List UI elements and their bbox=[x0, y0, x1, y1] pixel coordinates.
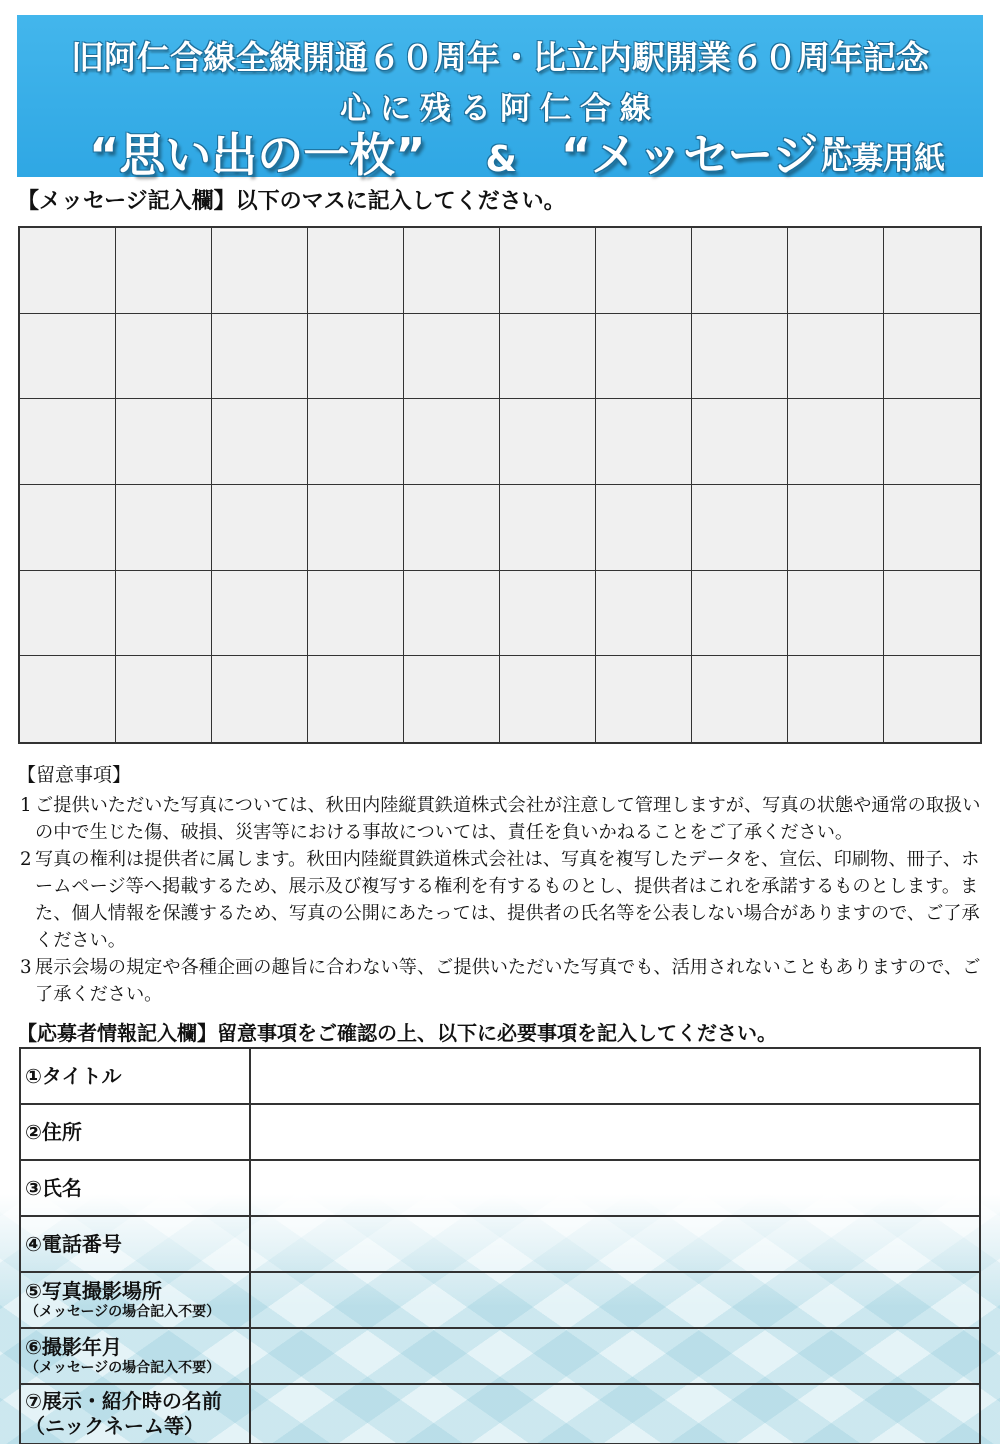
message-grid-cell[interactable] bbox=[404, 656, 500, 742]
message-grid-cell[interactable] bbox=[20, 571, 116, 657]
message-grid-cell[interactable] bbox=[692, 228, 788, 314]
row-label-note: （ニックネーム等） bbox=[25, 1414, 204, 1438]
note-item bbox=[17, 954, 983, 1008]
message-grid-cell[interactable] bbox=[116, 228, 212, 314]
message-grid-cell[interactable] bbox=[116, 314, 212, 400]
message-grid-cell[interactable] bbox=[692, 571, 788, 657]
row-label-note: （メッセージの場合記入不要） bbox=[25, 1304, 221, 1320]
applicant-section-label: 【応募者情報記入欄】留意事項をご確認の上、以下に必要事項を記入してください。 bbox=[17, 1021, 777, 1045]
form-header bbox=[17, 15, 983, 182]
message-grid-cell[interactable] bbox=[692, 399, 788, 485]
message-grid-cell[interactable] bbox=[788, 228, 884, 314]
message-grid-cell[interactable] bbox=[596, 485, 692, 571]
message-grid-cell[interactable] bbox=[788, 656, 884, 742]
message-grid-cell[interactable] bbox=[596, 314, 692, 400]
message-grid-cell[interactable] bbox=[884, 399, 980, 485]
message-grid-cell[interactable] bbox=[116, 399, 212, 485]
message-grid-cell[interactable] bbox=[884, 314, 980, 400]
message-grid-cell[interactable] bbox=[308, 314, 404, 400]
message-grid-cell[interactable] bbox=[212, 571, 308, 657]
message-grid-cell[interactable] bbox=[20, 399, 116, 485]
message-grid-cell[interactable] bbox=[788, 485, 884, 571]
header-main-title bbox=[89, 119, 849, 185]
shooting-date-field[interactable] bbox=[250, 1328, 980, 1384]
row-label-text: ①タイトル bbox=[25, 1064, 122, 1088]
message-grid-cell[interactable] bbox=[404, 399, 500, 485]
note-number: 1 bbox=[20, 795, 32, 816]
display-name-label bbox=[20, 1384, 250, 1444]
message-grid-cell[interactable] bbox=[404, 571, 500, 657]
note-item bbox=[17, 792, 983, 846]
table-row bbox=[20, 1328, 980, 1384]
message-grid-cell[interactable] bbox=[500, 228, 596, 314]
message-grid-cell[interactable] bbox=[116, 485, 212, 571]
message-grid-cell[interactable] bbox=[500, 399, 596, 485]
message-grid-cell[interactable] bbox=[788, 314, 884, 400]
row-label-text: ⑦展示・紹介時の名前 bbox=[25, 1389, 222, 1413]
message-grid-cell[interactable] bbox=[20, 656, 116, 742]
row-label-text: ②住所 bbox=[25, 1120, 82, 1144]
message-grid-cell[interactable] bbox=[404, 228, 500, 314]
address-field[interactable] bbox=[250, 1104, 980, 1160]
name-label bbox=[20, 1160, 250, 1216]
note-number: 2 bbox=[20, 849, 32, 870]
message-grid-cell[interactable] bbox=[500, 571, 596, 657]
header-anniversary-title: 旧阿仁合線全線開通６０周年・比立内駅開業６０周年記念 bbox=[71, 38, 929, 77]
address-label bbox=[20, 1104, 250, 1160]
message-grid-cell[interactable] bbox=[20, 314, 116, 400]
note-item bbox=[17, 846, 983, 954]
phone-label bbox=[20, 1216, 250, 1272]
message-grid-cell[interactable] bbox=[884, 571, 980, 657]
message-grid-cell[interactable] bbox=[20, 228, 116, 314]
message-grid-cell[interactable] bbox=[308, 571, 404, 657]
title-label bbox=[20, 1048, 250, 1104]
message-grid-cell[interactable] bbox=[20, 485, 116, 571]
note-number: 3 bbox=[20, 957, 32, 978]
display-name-field[interactable] bbox=[250, 1384, 980, 1444]
note-text: 展示会場の規定や各種企画の趣旨に合わない等、ご提供いただいた写真でも、活用されないこともありますので、ご了承ください。 bbox=[35, 957, 981, 1005]
header-photo-title: “思い出の一枚” bbox=[89, 128, 426, 182]
row-label-text: ⑤写真撮影場所 bbox=[25, 1279, 162, 1303]
table-row bbox=[20, 1384, 980, 1444]
message-grid-cell[interactable] bbox=[116, 571, 212, 657]
message-grid-cell[interactable] bbox=[884, 228, 980, 314]
photo-location-field[interactable] bbox=[250, 1272, 980, 1328]
message-grid-cell[interactable] bbox=[596, 399, 692, 485]
message-grid-cell[interactable] bbox=[500, 314, 596, 400]
message-grid-cell[interactable] bbox=[692, 314, 788, 400]
notes-title: 【留意事項】 bbox=[17, 764, 132, 786]
name-field[interactable] bbox=[250, 1160, 980, 1216]
row-label-text: ③氏名 bbox=[25, 1176, 82, 1200]
message-grid-cell[interactable] bbox=[404, 485, 500, 571]
header-subtitle: 心に残る阿仁合線 bbox=[340, 91, 660, 127]
notes-list bbox=[17, 792, 983, 1008]
message-grid-cell[interactable] bbox=[212, 485, 308, 571]
table-row bbox=[20, 1216, 980, 1272]
header-ampersand: & bbox=[485, 139, 517, 180]
message-grid-cell[interactable] bbox=[500, 485, 596, 571]
row-label-note: （メッセージの場合記入不要） bbox=[25, 1360, 221, 1376]
note-text: 写真の権利は提供者に属します。秋田内陸縦貫鉄道株式会社は、写真を複写したデータを、宣伝、印刷物、冊子、ホームページ等へ掲載するため、展示及び複写する権利を有するものとし、提供者はこれを承諾するものとします。また、個人情報を保護するため、写真の公開にあたっては、提供者の氏名等を公表しない場合がありますので、ご了承ください。 bbox=[35, 849, 980, 951]
message-grid-cell[interactable] bbox=[500, 656, 596, 742]
table-row bbox=[20, 1048, 980, 1104]
message-grid-cell[interactable] bbox=[404, 314, 500, 400]
row-label-text: ⑥撮影年月 bbox=[25, 1335, 122, 1359]
table-row bbox=[20, 1104, 980, 1160]
message-grid-cell[interactable] bbox=[788, 571, 884, 657]
message-grid-cell[interactable] bbox=[308, 399, 404, 485]
shooting-date-label bbox=[20, 1328, 250, 1384]
message-grid-cell[interactable] bbox=[212, 656, 308, 742]
message-grid-cell[interactable] bbox=[788, 399, 884, 485]
message-grid-cell[interactable] bbox=[884, 656, 980, 742]
applicant-info-table bbox=[19, 1047, 981, 1444]
phone-field[interactable] bbox=[250, 1216, 980, 1272]
message-writing-grid bbox=[18, 226, 982, 744]
message-grid-cell[interactable] bbox=[308, 656, 404, 742]
message-grid-cell[interactable] bbox=[308, 228, 404, 314]
message-grid-cell[interactable] bbox=[212, 228, 308, 314]
photo-location-label bbox=[20, 1272, 250, 1328]
header-form-label: 応募用紙 bbox=[821, 141, 945, 177]
message-grid-cell[interactable] bbox=[692, 656, 788, 742]
note-text: ご提供いただいた写真については、秋田内陸縦貫鉄道株式会社が注意して管理しますが、写真の状態や通常の取扱いの中で生じた傷、破損、災害等における事故については、責任を負いかねることをご了承ください。 bbox=[35, 795, 981, 843]
table-row bbox=[20, 1272, 980, 1328]
row-label-text: ④電話番号 bbox=[25, 1232, 122, 1256]
message-grid-cell[interactable] bbox=[308, 485, 404, 571]
table-row bbox=[20, 1160, 980, 1216]
title-field[interactable] bbox=[250, 1048, 980, 1104]
message-grid-cell[interactable] bbox=[212, 314, 308, 400]
message-grid-cell[interactable] bbox=[596, 571, 692, 657]
message-section-label: 【メッセージ記入欄】以下のマスに記入してください。 bbox=[17, 189, 566, 214]
message-grid-cell[interactable] bbox=[884, 485, 980, 571]
message-grid-cell[interactable] bbox=[692, 485, 788, 571]
message-grid-cell[interactable] bbox=[116, 656, 212, 742]
message-grid-cell[interactable] bbox=[596, 228, 692, 314]
header-message-title: “メッセージ” bbox=[560, 128, 849, 182]
message-grid-cell[interactable] bbox=[212, 399, 308, 485]
message-grid-cell[interactable] bbox=[596, 656, 692, 742]
